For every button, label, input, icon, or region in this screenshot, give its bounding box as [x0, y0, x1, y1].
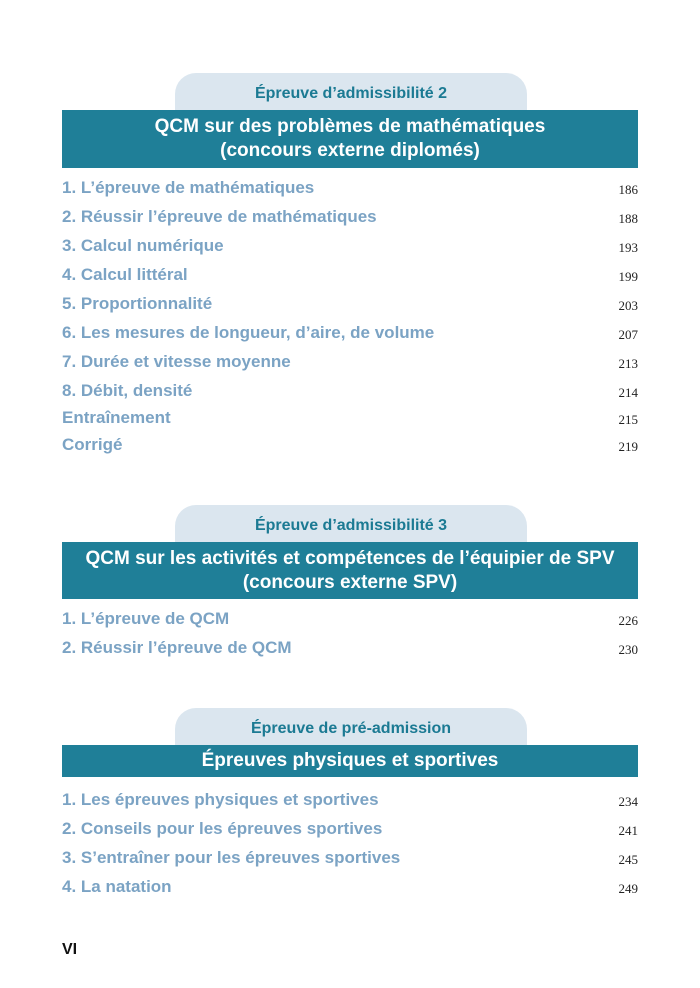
toc-entry-label: 7. Durée et vitesse moyenne [62, 352, 291, 371]
section-tab: Épreuve d’admissibilité 3 [175, 505, 527, 547]
toc-list [62, 177, 638, 463]
toc-entry-page: 245 [618, 852, 638, 867]
toc-entry[interactable] [62, 637, 638, 666]
toc-entry-label: 3. S’entraîner pour les épreuves sportives [62, 848, 401, 867]
page-folio: VI [62, 941, 78, 958]
section-title [62, 745, 638, 777]
toc-entry[interactable] [62, 434, 638, 463]
toc-list [62, 789, 638, 905]
toc-entry-label: 4. Calcul littéral [62, 265, 188, 284]
toc-entry[interactable] [62, 235, 638, 264]
toc-entry-page: 203 [618, 298, 638, 313]
toc-entry[interactable] [62, 322, 638, 351]
toc-entry-label: 2. Réussir l’épreuve de QCM [62, 638, 292, 657]
toc-entry-page: 188 [618, 211, 638, 226]
toc-entry-page: 241 [618, 823, 638, 838]
toc-entry[interactable] [62, 206, 638, 235]
toc-entry-page: 214 [618, 385, 638, 400]
toc-entry[interactable] [62, 789, 638, 818]
toc-entry[interactable] [62, 380, 638, 407]
toc-entry-label: 3. Calcul numérique [62, 236, 224, 255]
toc-entry-label: 5. Proportionnalité [62, 294, 213, 313]
toc-entry-page: 230 [618, 642, 638, 657]
toc-list [62, 608, 638, 666]
toc-entry[interactable] [62, 876, 638, 905]
section-title-line: QCM sur les activités et compétences de l’équipier de SPV [85, 547, 615, 569]
toc-entry-page: 207 [618, 327, 638, 342]
section-title-line: Épreuves physiques et sportives [201, 750, 499, 771]
toc-entry-page: 193 [618, 240, 638, 255]
toc-entry-page: 186 [618, 182, 638, 197]
toc-entry[interactable] [62, 818, 638, 847]
section-tab: Épreuve de pré-admission [175, 708, 527, 750]
toc-entry-label: 2. Réussir l’épreuve de mathématiques [62, 207, 377, 226]
toc-entry-page: 215 [618, 412, 638, 427]
toc-entry-page: 199 [618, 269, 638, 284]
section-title-line: (concours externe diplomés) [220, 140, 480, 161]
toc-entry[interactable] [62, 177, 638, 206]
section-title-line: (concours externe SPV) [242, 571, 458, 593]
toc-entry-label: Entraînement [62, 408, 171, 427]
section-title [62, 542, 638, 599]
toc-entry-label: 1. L’épreuve de QCM [62, 609, 230, 628]
toc-entry-page: 226 [618, 613, 638, 628]
toc-entry[interactable] [62, 407, 638, 434]
toc-entry-label: 4. La natation [62, 877, 172, 896]
toc-entry-label: Corrigé [62, 435, 123, 454]
toc-entry-page: 213 [618, 356, 638, 371]
toc-entry-page: 249 [618, 881, 638, 896]
toc-entry[interactable] [62, 351, 638, 380]
toc-entry-page: 234 [618, 794, 638, 809]
toc-entry-page: 219 [618, 439, 638, 454]
toc-entry[interactable] [62, 293, 638, 322]
section-tab: Épreuve d’admissibilité 2 [175, 73, 527, 115]
section-title [62, 110, 638, 168]
toc-entry[interactable] [62, 608, 638, 637]
toc-entry[interactable] [62, 264, 638, 293]
toc-entry-label: 1. Les épreuves physiques et sportives [62, 790, 379, 809]
section-title-line: QCM sur des problèmes de mathématiques [154, 116, 546, 137]
toc-entry-label: 1. L’épreuve de mathématiques [62, 178, 315, 197]
toc-entry[interactable] [62, 847, 638, 876]
toc-entry-label: 2. Conseils pour les épreuves sportives [62, 819, 383, 838]
toc-entry-label: 6. Les mesures de longueur, d’aire, de volume [62, 323, 435, 342]
toc-entry-label: 8. Débit, densité [62, 381, 193, 400]
